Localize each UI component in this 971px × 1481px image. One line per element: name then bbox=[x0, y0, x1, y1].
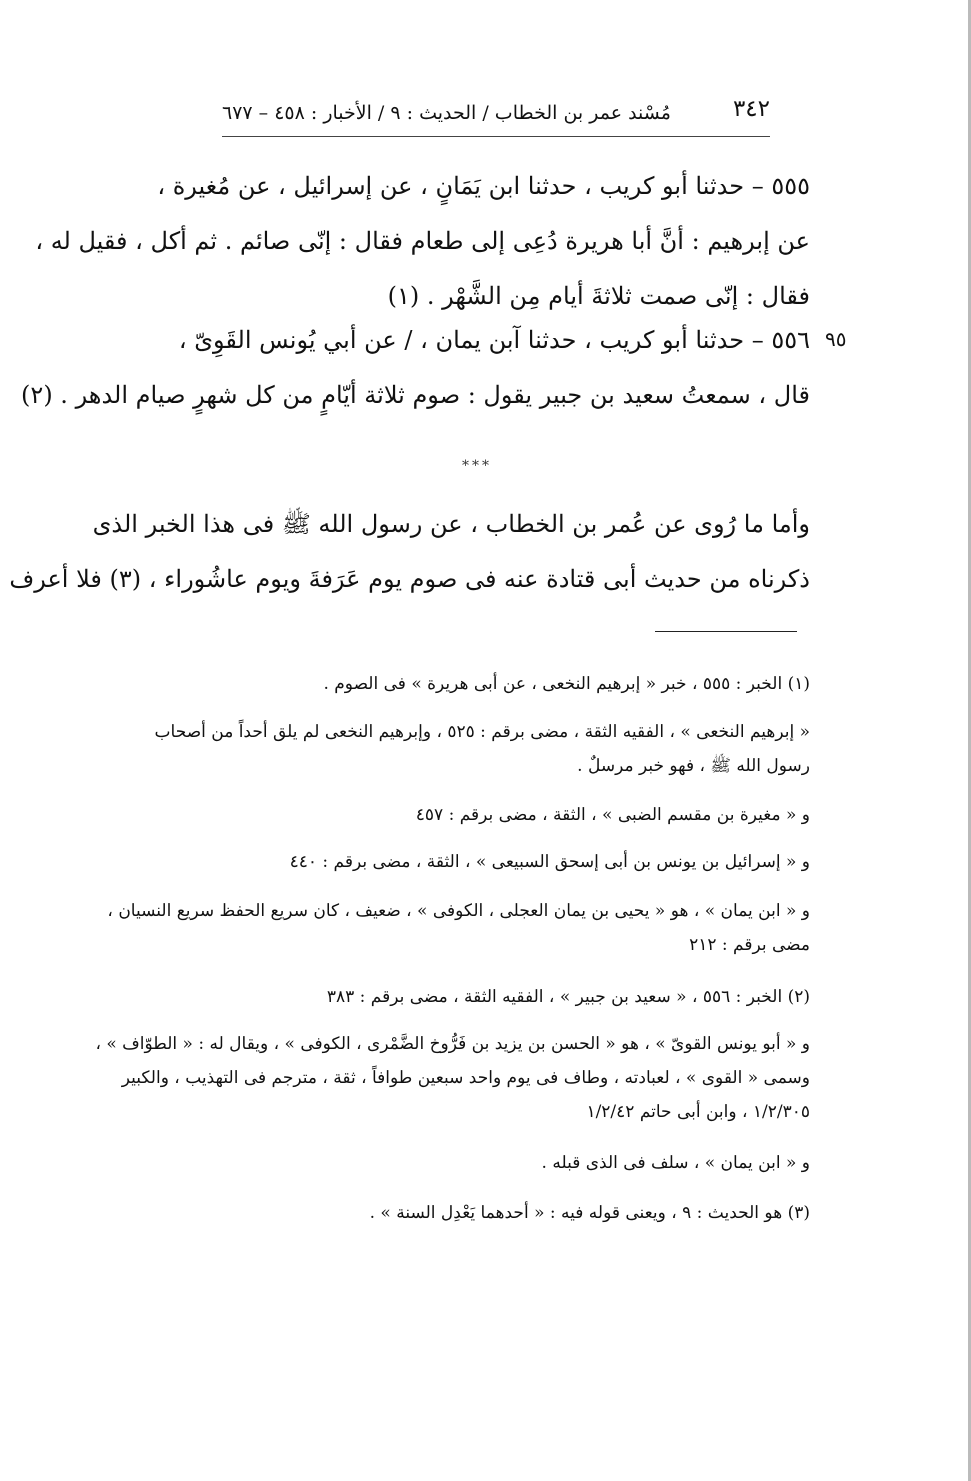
text-line: عن إبرهيم : أنَّ أبا هريرة دُعِى إلى طعام فقال : إنّى صائم . ثم أكل ، فقيل له ، bbox=[35, 227, 810, 255]
footnote-line: (١) الخبر : ٥٥٥ ، خبر « إبرهيم النخعى ، عن أبى هريرة » فى الصوم . bbox=[323, 674, 810, 694]
text-line: ذكرناه من حديث أبى قتادة عنه فى صوم يوم عَرَفةَ ويوم عاشُوراء ، (٣) فلا أعرف bbox=[9, 565, 810, 593]
footnote-1-note bbox=[148, 845, 810, 879]
footnote-line: مضى برقم : ٢١٢ bbox=[689, 935, 810, 955]
footnote-line: و « أبو يونس القوىّ » ، هو « الحسن بن يزيد بن فَرُّوخ الضَّمْرى ، الكوفى » ، ويقال له : « الطوّاف » ، bbox=[95, 1034, 810, 1054]
footnote-1-note bbox=[148, 715, 810, 783]
footnote-line: (٣) هو الحديث : ٩ ، ويعنى قوله فيه : « أحدهما يَعْدِل السنة » . bbox=[369, 1203, 810, 1223]
paragraph-after bbox=[9, 497, 810, 607]
footnote-1 bbox=[148, 667, 810, 701]
text-line: ٥٥٥ – حدثنا أبو كريب ، حدثنا ابن يَمَانٍ ، عن إسرائيل ، عن مُغيرة ، bbox=[157, 172, 810, 200]
footnote-rule bbox=[655, 631, 797, 632]
footnote-line: ١/٢/٣٠٥ ، وابن أبى حاتم ١/٢/٤٢ bbox=[586, 1102, 810, 1122]
footnote-line: (٢) الخبر : ٥٥٦ ، « سعيد بن جبير » ، الفقيه الثقة ، مضى برقم : ٣٨٣ bbox=[326, 987, 810, 1007]
footnote-line: « إبرهيم النخعى » ، الفقيه الثقة ، مضى برقم : ٥٢٥ ، وإبرهيم النخعى لم يلق أحداً من أصحاب bbox=[154, 722, 810, 742]
running-title: مُسْند عمر بن الخطاب / الحديث : ٩ / الأخبار : ٤٥٨ – ٦٧٧ bbox=[222, 102, 671, 124]
margin-page-number: ٩٥ bbox=[825, 327, 847, 351]
page-header bbox=[222, 96, 770, 132]
footnote-2 bbox=[148, 980, 810, 1014]
footnote-line: رسول الله ﷺ ، فهو خبر مرسلٌ . bbox=[577, 756, 810, 776]
header-rule bbox=[222, 136, 770, 137]
page-number: ٣٤٢ bbox=[732, 96, 770, 122]
footnote-3 bbox=[148, 1196, 810, 1230]
footnote-line: و « ابن يمان » ، سلف فى الذى قبله . bbox=[541, 1153, 810, 1173]
text-line: قال ، سمعتُ سعيد بن جبير يقول : صوم ثلاثة أيّامٍ من كل شهرٍ صيام الدهر . (٢) bbox=[21, 381, 810, 409]
footnote-2-note bbox=[95, 1027, 810, 1129]
footnote-2-note bbox=[148, 1146, 810, 1180]
text-line: ٥٥٦ – حدثنا أبو كريب ، حدثنا آبن يمان ، / عن أبي يُونس القَوِىّ ، bbox=[178, 326, 810, 354]
footnote-line: و « مغيرة بن مقسم الضبى » ، الثقة ، مضى برقم : ٤٥٧ bbox=[415, 805, 810, 825]
section-separator: *** bbox=[462, 458, 492, 474]
footnote-line: و « إسرائيل بن يونس بن أبى إسحق السبيعى » ، الثقة ، مضى برقم : ٤٤٠ bbox=[289, 852, 810, 872]
paragraph-556 bbox=[21, 313, 810, 423]
text-line: فقال : إنّى صمت ثلاثةَ أيام مِن الشَّهْر . (١) bbox=[387, 282, 810, 310]
footnote-1-note bbox=[107, 894, 810, 962]
footnote-line: و « ابن يمان » ، هو « يحيى بن يمان العجلى ، الكوفى » ، ضعيف ، كان سريع الحفظ سريع النسيان ، bbox=[107, 901, 810, 921]
footnote-line: وسمى « القوى » ، لعبادته ، وطاف فى يوم واحد سبعين طوافاً ، ثقة ، مترجم فى التهذيب ، والكبير bbox=[121, 1068, 810, 1088]
text-line: وأما ما رُوى عن عُمر بن الخطاب ، عن رسول الله ﷺ فى هذا الخبر الذى bbox=[92, 510, 810, 538]
footnote-1-note bbox=[148, 798, 810, 832]
paragraph-555 bbox=[35, 159, 810, 324]
